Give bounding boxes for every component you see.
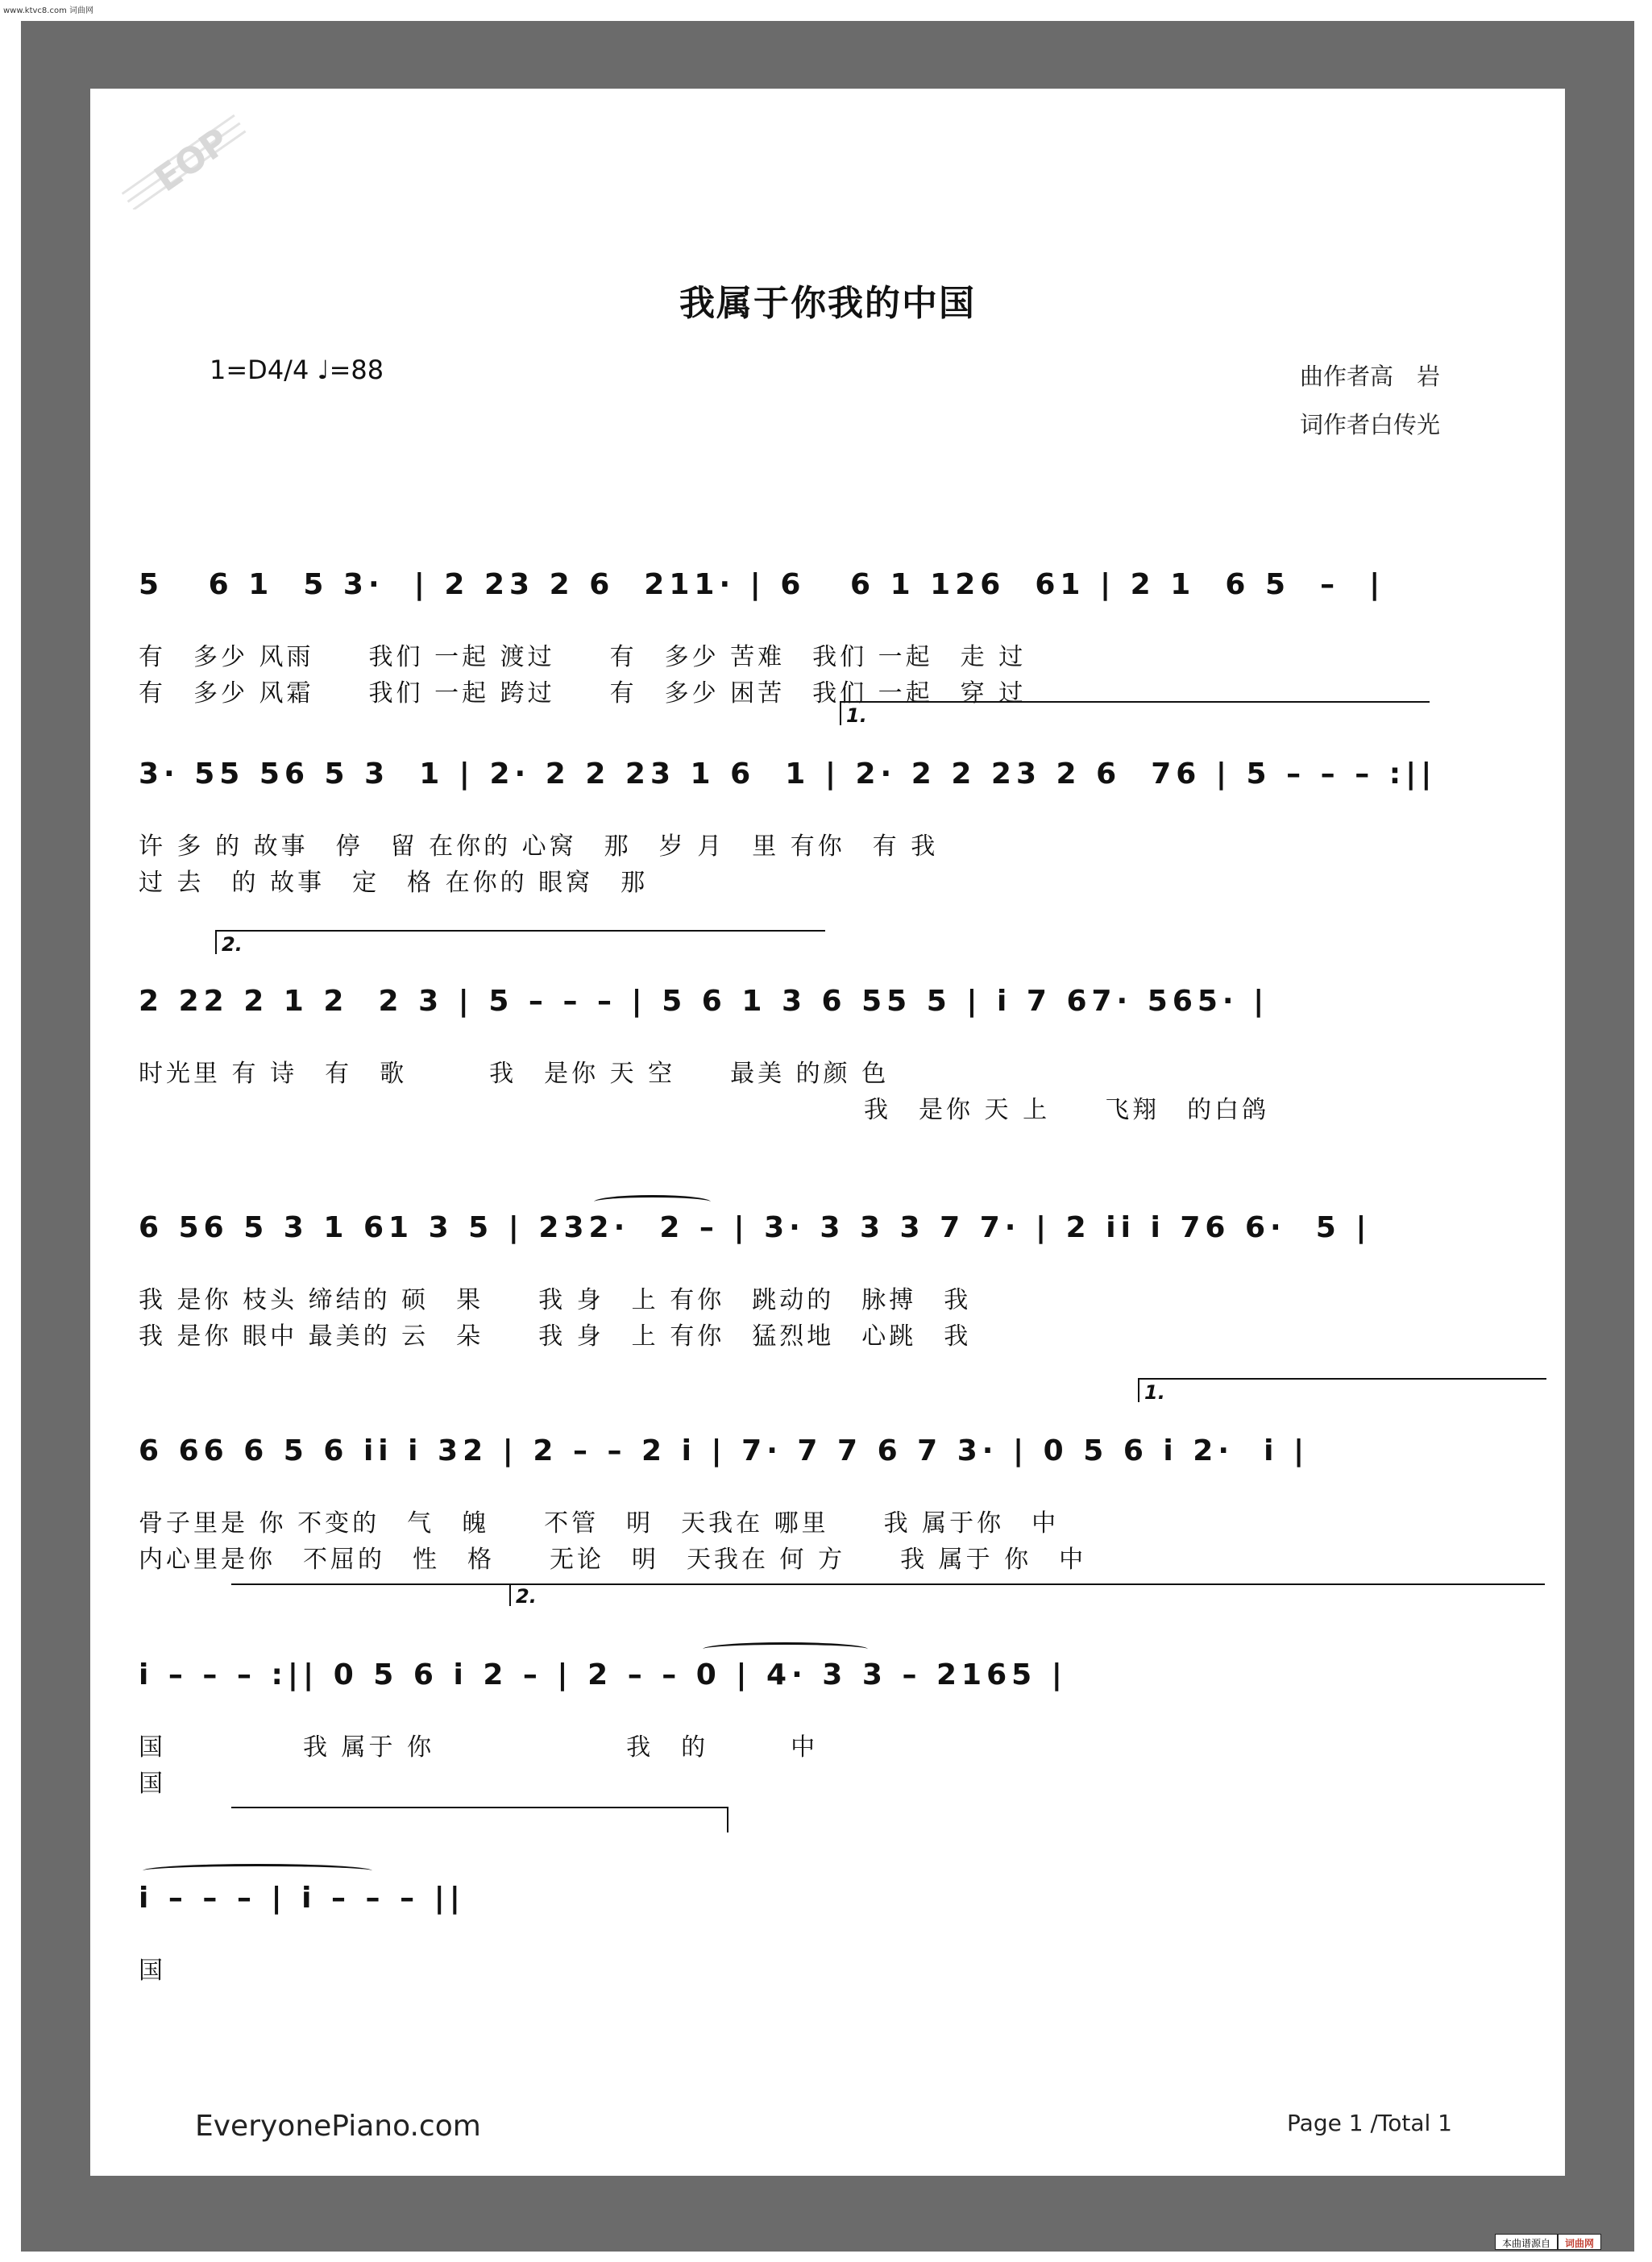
volta-label: 1. [1144, 1381, 1165, 1404]
volta-label: 2. [222, 933, 243, 956]
lyrics-verse-1: 骨子里是 你 不变的 气 魄 不管 明 天我在 哪里 我 属于你 中 [139, 1509, 1060, 1538]
eop-logo [106, 113, 259, 210]
lyrics-verse-1: 国 我 属于 你 我 的 中 [139, 1733, 819, 1762]
continuation-bracket [231, 1583, 1545, 1585]
tie-arc [703, 1642, 868, 1656]
score-page [90, 89, 1565, 2176]
volta-label: 1. [846, 704, 867, 727]
notation-line: i – – – :|| 0 5 6 i 2 – | 2 – – 0 | 4· 3 3 – 2165 | [139, 1658, 1067, 1691]
notation-line: 6 66 6 5 6 ii i 32 | 2 – – 2 i | 7· 7 7 6 7 3· | 0 5 6 i 2· i | [139, 1434, 1310, 1467]
top-strip [0, 0, 1652, 21]
continuation-bracket [231, 1807, 728, 1832]
lyrics-verse-1: 国 [139, 1957, 166, 1985]
right-margin-strip [1634, 21, 1652, 2252]
lyrics-verse-1: 许 多 的 故事 停 留 在你的 心窝 那 岁 月 里 有你 有 我 [139, 832, 939, 861]
lyrics-verse-2: 我 是你 天 上 飞翔 的白鸽 [864, 1096, 1270, 1124]
badge-right: 词曲网 [1558, 2234, 1601, 2250]
lyrics-verse-1: 时光里 有 诗 有 歌 我 是你 天 空 最美 的颜 色 [139, 1060, 890, 1088]
svg-text:EOP: EOP [147, 120, 237, 201]
notation-line: 6 56 5 3 1 61 3 5 | 232· 2 – | 3· 3 3 3 7 7· | 2 ii i 76 6· 5 | [139, 1211, 1372, 1244]
song-title: 我属于你我的中国 [679, 283, 976, 324]
tie-arc [594, 1195, 711, 1209]
lyrics-verse-2: 内心里是你 不屈的 性 格 无论 明 天我在 何 方 我 属于 你 中 [139, 1546, 1087, 1574]
lyrics-verse-2: 我 是你 眼中 最美的 云 朵 我 身 上 有你 猛烈地 心跳 我 [139, 1322, 972, 1351]
source-site-label: www.ktvc8.com 词曲网 [3, 6, 94, 15]
second-ending-bracket [509, 1583, 672, 1606]
lyrics-verse-2: 有 多少 风霜 我们 一起 跨过 有 多少 困苦 我们 一起 穿 过 [139, 679, 1027, 708]
source-badge [1495, 2234, 1601, 2250]
page-number: Page 1 /Total 1 [1287, 2110, 1452, 2136]
lyrics-verse-1: 我 是你 枝头 缔结的 硕 果 我 身 上 有你 跳动的 脉搏 我 [139, 1286, 972, 1314]
composer-credit: 曲作者高 岩 [1299, 363, 1440, 390]
second-ending-bracket [215, 930, 825, 954]
lyrics-verse-2: 国 [139, 1770, 166, 1798]
tie-arc [143, 1864, 372, 1878]
first-ending-bracket [1138, 1378, 1546, 1402]
notation-line: 3· 55 56 5 3 1 | 2· 2 2 23 1 6 1 | 2· 2 2 23 2 6 76 | 5 – – – :|| [139, 757, 1437, 791]
notation-line: 5 6 1 5 3· | 2 23 2 6 211· | 6 6 1 126 61 | 2 1 6 5 – | [139, 568, 1385, 601]
badge-left: 本曲谱源自 [1495, 2234, 1558, 2250]
lyricist-credit: 词作者白传光 [1299, 411, 1440, 438]
lyrics-verse-1: 有 多少 风雨 我们 一起 渡过 有 多少 苦难 我们 一起 走 过 [139, 643, 1027, 671]
key-tempo: 1=D4/4 ♩=88 [210, 355, 384, 385]
left-margin-strip [0, 21, 18, 2252]
notation-line: 2 22 2 1 2 2 3 | 5 – – – | 5 6 1 3 6 55 5 | i 7 67· 565· | [139, 985, 1269, 1018]
first-ending-bracket [840, 701, 1430, 725]
volta-label: 2. [516, 1585, 537, 1608]
notation-line: i – – – | i – – – || [139, 1882, 465, 1915]
lyrics-verse-2: 过 去 的 故事 定 格 在你的 眼窝 那 [139, 869, 649, 897]
footer-site: EveryonePiano.com [195, 2110, 481, 2143]
